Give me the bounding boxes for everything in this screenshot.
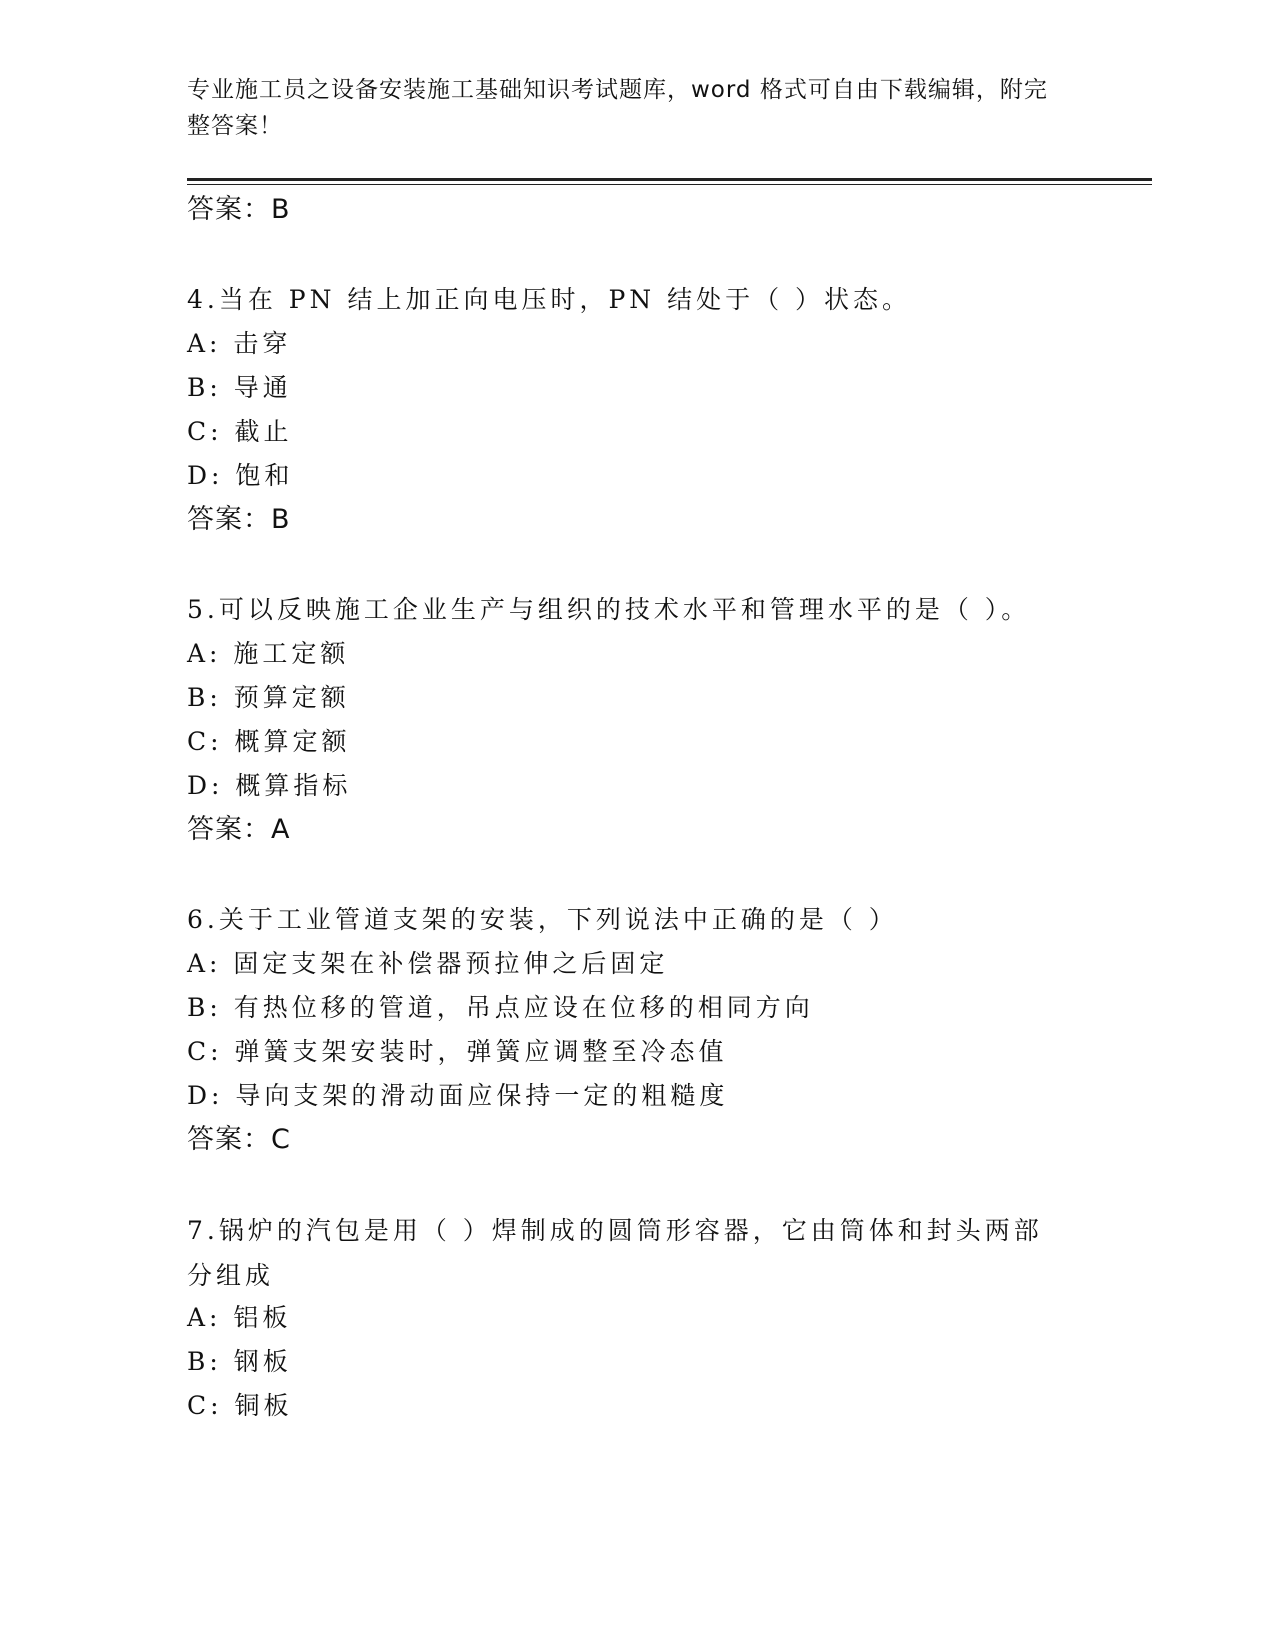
question-5-option-b: B: 预算定额 (187, 683, 350, 712)
question-5-stem: 5.可以反映施工企业生产与组织的技术水平和管理水平的是（ ）。 (187, 595, 1031, 624)
question-6-answer: 答案：C (187, 1124, 291, 1155)
question-6-option-c: C: 弹簧支架安装时，弹簧应调整至冷态值 (187, 1037, 728, 1066)
page-header: 专业施工员之设备安装施工基础知识考试题库，word 格式可自由下载编辑，附完整答案！ (187, 77, 1048, 139)
question-5-option-a: A: 施工定额 (187, 639, 350, 668)
question-4-option-a: A: 击穿 (187, 329, 292, 358)
question-7-option-a: A: 铝板 (187, 1303, 292, 1332)
question-6-option-a: A: 固定支架在补偿器预拉伸之后固定 (187, 949, 669, 978)
question-4-stem: 4.当在 PN 结上加正向电压时，PN 结处于（ ）状态。 (187, 285, 912, 314)
question-6-option-d: D: 导向支架的滑动面应保持一定的粗糙度 (187, 1081, 729, 1110)
question-4-option-d: D: 饱和 (187, 461, 294, 490)
question-5-answer: 答案：A (187, 814, 291, 845)
question-4-option-c: C: 截止 (187, 417, 293, 446)
question-6-option-b: B: 有热位移的管道，吊点应设在位移的相同方向 (187, 993, 814, 1022)
question-7-option-c: C: 铜板 (187, 1391, 293, 1420)
header-rule-thick (187, 178, 1152, 181)
header-rule-thin (187, 184, 1152, 185)
question-6-stem: 6.关于工业管道支架的安装，下列说法中正确的是（ ） (187, 905, 898, 934)
question-5-option-d: D: 概算指标 (187, 771, 352, 800)
answer-prev: 答案：B (187, 194, 291, 225)
question-4-option-b: B: 导通 (187, 373, 292, 402)
question-4-answer: 答案：B (187, 504, 291, 535)
question-7-option-b: B: 钢板 (187, 1347, 292, 1376)
question-7-stem: 7.锅炉的汽包是用（ ）焊制成的圆筒形容器，它由筒体和封头两部分组成 (187, 1216, 1043, 1290)
question-5-option-c: C: 概算定额 (187, 727, 351, 756)
